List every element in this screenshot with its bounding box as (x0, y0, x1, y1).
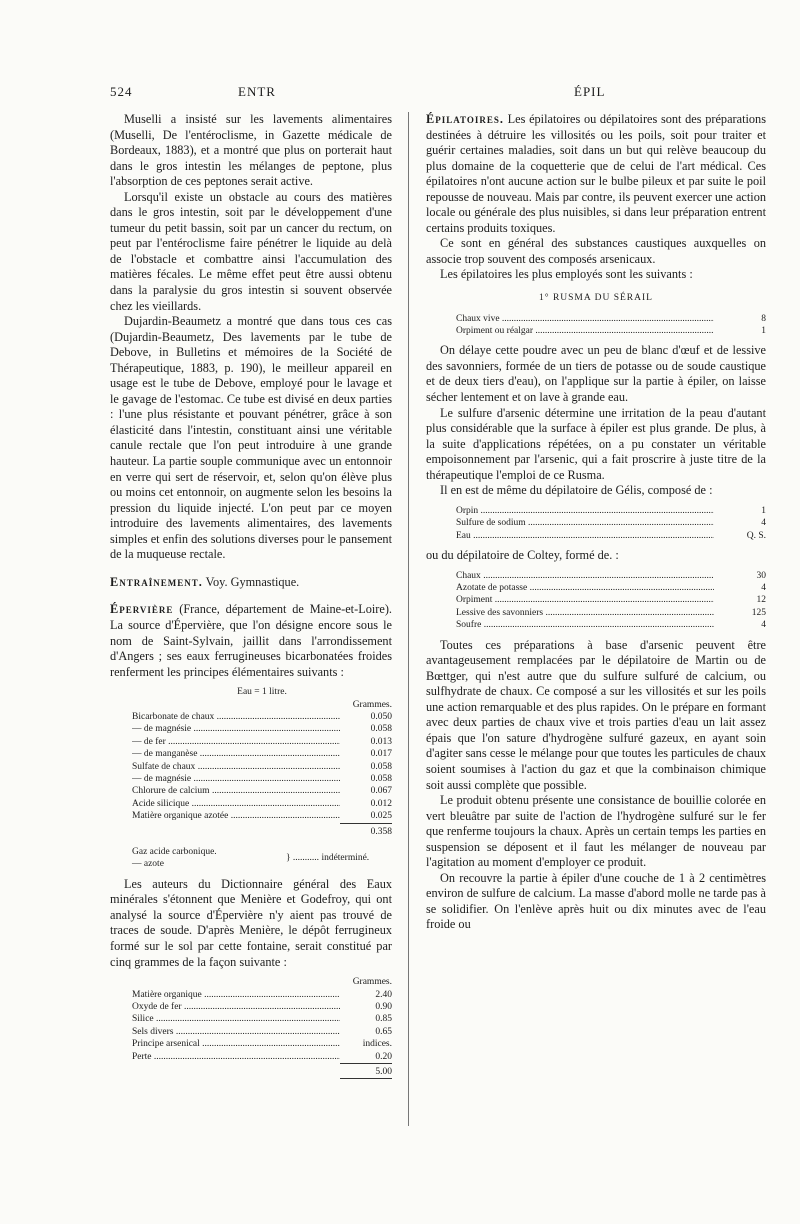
row-value: indices. (362, 1039, 392, 1050)
row-value: 0.65 (375, 1026, 392, 1037)
column-divider (408, 112, 409, 1126)
paragraph-dictionnaire: Les auteurs du Dictionnaire général des Eaux minérales s'étonnent que Menière et Godefroy, qui ont analysé la source d'Épervière n'y aient pas trouvé de traces de soude. D'après Menière, le dépôt ferrugineux formé sur le sol par cette fontaine, serait constitué par cinq grammes de la façon suivante : (110, 876, 392, 969)
table-row (132, 785, 392, 797)
recipe-coltey (426, 570, 766, 632)
gas-name: — azote (132, 859, 164, 870)
table-row (132, 1013, 392, 1025)
row-label: Orpin ..... (456, 505, 714, 517)
recipe-rusma (426, 313, 766, 338)
paragraph-muselli: Muselli a insisté sur les lavements alimentaires (Muselli, De l'entéroclisme, in Gazette médicale de Bordeaux, 1883), et a montré que plus on porterait haut dans le gros intestin les mélanges de peptone, plus l'absorption de ces peptones serait active. (110, 112, 392, 189)
page-number: 524 (110, 84, 133, 99)
row-label: Acide silicique ..... (132, 798, 340, 810)
table-row (456, 530, 766, 542)
row-value: 30 (756, 570, 766, 581)
paragraph-dujardin: Dujardin-Beaumetz a montré que dans tous ces cas (Dujardin-Beaumetz, Des lavements par le tube de Debove, in Bulletins et mémoires de la Société de Thérapeutique, 1883, p. 190), le meilleur appareil en usage est le tube de Debove, employé pour le lavage et le gavage de l'estomac. Ce tube est divisé en deux parties : l'une plus résistante et pouvant pénétrer, grâce à son élasticité dans l'intestin, constituant ainsi une véritable canule rectale que l'on peut introduire à une grande hauteur. La partie souple communique avec un entonnoir en verre qui sert de réservoir, et, selon qu'on élève plus ou moins cet entonnoir, on augmente selon les besoins la pression du liquide injecté. L'on peut par ce moyen introduire des lavements alimentaires, des lavements simples et enfin des solutions diverses pour le pansement de la muqueuse rectale. (110, 314, 392, 562)
row-value: 1 (761, 325, 766, 336)
row-label: Sels divers ..... (132, 1026, 340, 1038)
paragraph-sulfure: Le sulfure d'arsenic détermine une irritation de la peau d'autant plus considérable que la surface à épiler est plus grande. De plus, à la suite d'applications répétées, on a pu constater un véritable empoisonnement par l'arsenic, qui a fait proscrire à juste titre de la thérapeutique l'emploi de ce Rusma. (426, 405, 766, 482)
row-label: — de manganèse ..... (132, 748, 340, 760)
row-value: 12 (756, 595, 766, 606)
paragraph-caustiques: Ce sont en général des substances caustiques auxquelles on associe trop souvent des composés arsenicaux. (426, 236, 766, 266)
left-column (110, 112, 392, 1085)
paragraph-coltey: ou du dépilatoire de Coltey, formé de. : (426, 548, 619, 563)
table-row (456, 325, 766, 337)
row-label: Perte ..... (132, 1051, 340, 1063)
table-row (456, 619, 766, 631)
table-row (132, 723, 392, 735)
row-label: — de magnésie ..... (132, 773, 340, 785)
table-row (456, 582, 766, 594)
table-row (456, 570, 766, 582)
row-label: — de fer ..... (132, 736, 340, 748)
row-value: 0.013 (370, 736, 392, 747)
row-value: 4 (761, 518, 766, 529)
row-label: Matière organique ..... (132, 989, 340, 1001)
row-value: 1 (761, 505, 766, 516)
table-unit: Grammes. (352, 977, 392, 988)
entry-epilatoires (426, 112, 766, 236)
table-row (456, 594, 766, 606)
entry-entrainement (110, 575, 392, 591)
table-row (456, 505, 766, 517)
row-label: Silice ..... (132, 1013, 340, 1025)
row-label: Bicarbonate de chaux ..... (132, 711, 340, 723)
row-value: 0.067 (370, 786, 392, 797)
row-label: — de magnésie ..... (132, 723, 340, 735)
table-row (456, 313, 766, 325)
entry-keyword: Épervière (110, 602, 174, 617)
row-label: Lessive des savonniers ..... (456, 607, 714, 619)
gas-name: Gaz acide carbonique. (132, 847, 217, 858)
row-label: Eau ..... (456, 530, 714, 542)
right-column (426, 112, 766, 933)
row-label: Orpiment ou réalgar ..... (456, 325, 714, 337)
recipe-gelis (426, 505, 766, 542)
row-value: 0.058 (370, 724, 392, 735)
table-row (132, 1001, 392, 1013)
paragraph-obstacle: Lorsqu'il existe un obstacle au cours des matières dans le gros intestin, soit par le développement d'une tumeur du petit bassin, soit par un cancer du rectum, on peut par l'entéroclisme faire pénétrer le liquide au delà de l'obstacle et combattre ainsi l'accumulation des matières fécales. Le même effet peut être aussi obtenu dans la paralysie du gros intestin si souvent observée chez les vieillards. (110, 189, 392, 313)
paragraph-preparations: Toutes ces préparations à base d'arsenic peuvent être avantageusement remplacées par le dépilatoire de Martin ou de Bœttger, qui n'est autre que du sulfure sulfuré de calcium, ou sulfhydrate de chaux. Ce composé a sur les villosités et sur les poils une action remarquable et des plus rapides. On le prépare en formant avec deux parties de chaux vive et trois parties d'eau un lait assez épais que l'on sature d'hydrogène sulfuré gazeux, en ayant soin d'agiter sans cesse le mélange pour que toutes les particules de chaux soient soumises à l'action du gaz et que la combinaison chimique soit aussi complète que possible. (426, 637, 766, 792)
row-label: Sulfate de chaux ..... (132, 761, 340, 773)
row-value: Q. S. (746, 530, 766, 541)
table-row (132, 798, 392, 810)
table-row (132, 1026, 392, 1038)
header-right-title: ÉPIL (574, 84, 606, 99)
row-label: Oxyde de fer ..... (132, 1001, 340, 1013)
table-row (132, 810, 392, 822)
table-row (132, 989, 392, 1001)
table-header: Eau = 1 litre. (237, 687, 287, 698)
row-label: Chaux vive ..... (456, 313, 714, 325)
row-value: 0.058 (370, 773, 392, 784)
table-total: 5.00 (132, 1063, 392, 1079)
row-label: Soufre ..... (456, 619, 714, 631)
entry-keyword: Entraînement. (110, 574, 203, 589)
running-header (0, 84, 800, 104)
row-value: 0.85 (375, 1014, 392, 1025)
row-value: 0.050 (370, 711, 392, 722)
row-label: Chlorure de calcium ..... (132, 785, 340, 797)
table-row (132, 1051, 392, 1063)
gas-value: } ........... indéterminé. (286, 853, 370, 864)
paragraph-produit: Le produit obtenu présente une consistance de bouillie colorée en vert bleuâtre par suite de l'action de l'hydrogène sulfuré sur le fer que renferme toujours la chaux. Après un certain temps les parties en suspension se déposent et il faut les mélanger de nouveau par l'agitation au moment d'employer ce produit. (426, 793, 766, 870)
row-value: 4 (761, 583, 766, 594)
row-value: 4 (761, 620, 766, 631)
table-gas-row (132, 846, 392, 871)
composition-table-depot (110, 976, 392, 1079)
table-row (132, 761, 392, 773)
table-row (132, 711, 392, 723)
row-value: 0.058 (370, 761, 392, 772)
row-label: Chaux ..... (456, 570, 714, 582)
table-row (456, 607, 766, 619)
row-label: Principe arsenical ..... (132, 1038, 340, 1050)
row-label: Azotate de potasse ..... (456, 582, 714, 594)
paragraph-gelis: Il en est de même du dépilatoire de Gélis, composé de : (440, 483, 713, 498)
row-label: Orpiment ..... (456, 594, 714, 606)
table-row (132, 748, 392, 760)
row-value: 0.90 (375, 1001, 392, 1012)
composition-table-eperviere (110, 686, 392, 871)
table-total: 0.358 (132, 823, 392, 838)
row-value: 0.20 (375, 1051, 392, 1062)
table-row (132, 736, 392, 748)
row-label: Sulfure de sodium ..... (456, 517, 714, 529)
entry-eperviere (110, 602, 392, 680)
paragraph-delaye: On délaye cette poudre avec un peu de blanc d'œuf et de lessive des savonniers, formée de un tiers de potasse ou de soude caustique et de deux tiers d'eau), on l'applique sur la partie à épiler, on laisse sécher lentement et on lave à grande eau. (426, 343, 766, 405)
row-value: 8 (761, 313, 766, 324)
paragraph-recouvre: On recouvre la partie à épiler d'une couche de 1 à 2 centimètres environ de sulfure de calcium. La masse d'abord molle ne tarde pas à se solidifier. On l'enlève après huit ou dix minutes avec de l'eau froide ou (426, 870, 766, 932)
table-unit: Grammes. (352, 699, 392, 710)
entry-text: (France, département de Maine-et-Loire). La source d'Épervière, que l'on désigne encore sous le nom de Saint-Sylvain, jaillit dans l'arrondissement d'Angers ; ses eaux ferrugineuses bicarbonatées froides renferment les principes élémentaires suivants : (110, 602, 392, 679)
rusma-title: 1° RUSMA DU SÉRAIL (539, 293, 653, 304)
row-value: 0.012 (370, 798, 392, 809)
header-left-title: ENTR (238, 84, 276, 99)
row-value: 2.40 (375, 989, 392, 1000)
table-row (132, 773, 392, 785)
row-label: Matière organique azotée ..... (132, 810, 340, 822)
entry-text: Voy. Gymnastique. (202, 574, 300, 589)
paragraph-suivants: Les épilatoires les plus employés sont les suivants : (440, 267, 693, 282)
table-row (132, 1038, 392, 1050)
row-value: 0.025 (370, 811, 392, 822)
row-value: 125 (751, 607, 766, 618)
table-row (456, 517, 766, 529)
entry-text: Les épilatoires ou dépilatoires sont des préparations destinées à détruire les villosités ou les poils, soit pour traiter et guérir certaines maladies, soit dans un but qui relève beaucoup du plus domaine de la coquetterie que de celui de l'art médical. Ces épilatoires n'ont aucune action sur le bulbe pileux et par suite le poil repousse de nouveau. Mais par contre, ils peuvent exercer une action locale ou générale des plus nuisibles, si dans leur préparation entrent certains produits toxiques. (426, 112, 766, 235)
entry-keyword: Épilatoires. (426, 112, 504, 126)
row-value: 0.017 (370, 749, 392, 760)
